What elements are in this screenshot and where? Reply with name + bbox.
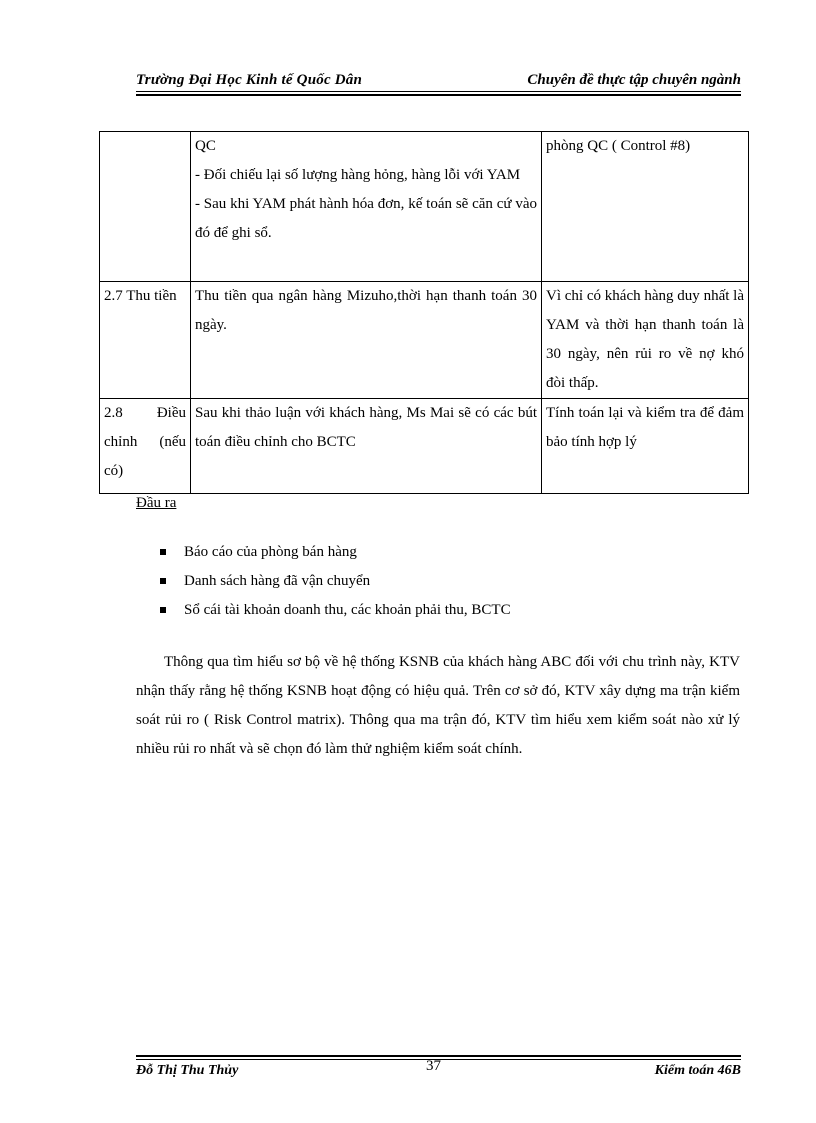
activity-line: - Sau khi YAM phát hành hóa đơn, kế toán sẽ căn cứ vào đó để ghi sổ.: [195, 196, 537, 241]
list-item: Báo cáo của phòng bán hàng: [160, 538, 511, 567]
activity-cell: [191, 399, 542, 494]
table-row: [100, 132, 749, 282]
header-report-title: Chuyên đề thực tập chuyên ngành: [527, 72, 741, 88]
list-item: Sổ cái tài khoản doanh thu, các khoản phải thu, BCTC: [160, 596, 511, 625]
activity-line: QC: [195, 138, 216, 154]
page-footer: [136, 1055, 741, 1079]
table-row: [100, 399, 749, 494]
step-cell: [100, 132, 191, 282]
table-row: [100, 282, 749, 399]
activity-line: - Đối chiếu lại số lượng hàng hỏng, hàng lỗi với YAM: [195, 167, 521, 183]
control-cell: Tính toán lại và kiểm tra để đảm bảo tính hợp lý: [542, 399, 749, 494]
page-header: [136, 72, 741, 94]
step-cell: 2.7 Thu tiền: [100, 282, 191, 399]
procedure-table: [99, 131, 749, 494]
activity-line: Thu tiền qua ngân hàng Mizuho,thời hạn thanh toán 30 ngày.: [195, 288, 537, 333]
activity-line: Sau khi thảo luận với khách hàng, Ms Mai sẽ có các bút toán điều chỉnh cho BCTC: [195, 405, 537, 450]
footer-class: Kiểm toán 46B: [654, 1063, 741, 1078]
page-number: 37: [426, 1058, 441, 1074]
footer-rule-thick: [136, 1055, 741, 1057]
list-item: Danh sách hàng đã vận chuyển: [160, 567, 511, 596]
footer-author: Đỗ Thị Thu Thủy: [136, 1063, 239, 1078]
control-cell: phòng QC ( Control #8): [542, 132, 749, 282]
body-paragraph: Thông qua tìm hiểu sơ bộ về hệ thống KSNB của khách hàng ABC đối với chu trình này, KTV nhận thấy rằng hệ thống KSNB hoạt động có hiệu quả. Trên cơ sở đó, KTV xây dựng ma trận kiểm soát rủi ro ( Risk Control matrix). Thông qua ma trận đó, KTV tìm hiểu xem kiểm soát nào xử lý nhiều rủi ro nhất và sẽ chọn đó làm thử nghiệm kiểm soát chính.: [136, 654, 740, 757]
header-rule-thick: [136, 94, 741, 96]
header-rule: [136, 91, 741, 92]
control-cell: Vì chỉ có khách hàng duy nhất là YAM và thời hạn thanh toán là 30 ngày, nên rủi ro về nợ khó đòi thấp.: [542, 282, 749, 399]
bullet-square-icon: [160, 578, 166, 584]
activity-cell: [191, 132, 542, 282]
bullet-square-icon: [160, 607, 166, 613]
output-list: [160, 538, 511, 625]
step-cell: 2.8 Điều chỉnh (nếu có): [100, 399, 191, 494]
header-university: Trường Đại Học Kinh tế Quốc Dân: [136, 72, 363, 88]
output-heading: Đầu ra: [136, 495, 177, 511]
bullet-square-icon: [160, 549, 166, 555]
activity-cell: [191, 282, 542, 399]
